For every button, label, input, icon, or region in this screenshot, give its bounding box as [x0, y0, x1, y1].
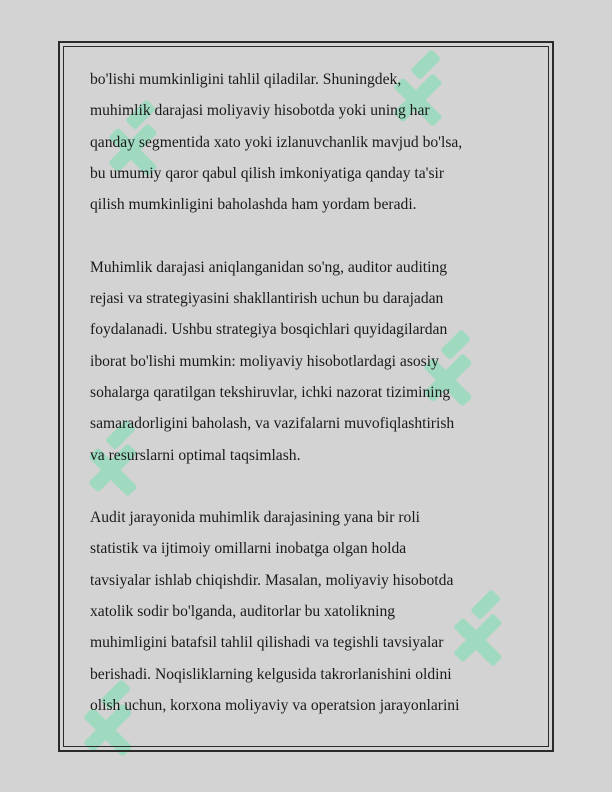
text-line: bo'lishi mumkinligini tahlil qiladilar. Shuningdek,	[90, 71, 402, 88]
text-line: foydalanadi. Ushbu strategiya bosqichlari quyidagilardan	[90, 321, 448, 339]
text-line: iborat bo'lishi mumkin: moliyaviy hisobotlardagi asosiy	[90, 352, 439, 370]
text-line: qilish mumkinligini baholashda ham yordam beradi.	[90, 196, 417, 214]
paragraph-2	[90, 252, 530, 471]
text-line: xatolik sodir bo'lganda, auditorlar bu xatolikning	[90, 603, 396, 621]
text-line: va resurslarni optimal taqsimlash.	[90, 446, 301, 464]
text-line: muhimligini batafsil tahlil qilishadi va tegishli tavsiyalar	[90, 634, 444, 652]
text-line: Audit jarayonida muhimlik darajasining yana bir roli	[90, 509, 420, 527]
paragraph-3	[90, 502, 530, 721]
document-body	[90, 64, 530, 753]
text-line: samaradorligini baholash, va vazifalarni muvofiqlashtirish	[90, 415, 455, 433]
text-line: bu umumiy qaror qabul qilish imkoniyatiga qanday ta'sir	[90, 164, 445, 182]
text-line: olish uchun, korxona moliyaviy va operatsion jarayonlarini	[90, 696, 460, 714]
text-line: muhimlik darajasi moliyaviy hisobotda yoki uning har	[90, 102, 430, 120]
text-line: rejasi va strategiyasini shakllantirish uchun bu darajadan	[90, 290, 444, 308]
text-line: tavsiyalar ishlab chiqishdir. Masalan, moliyaviy hisobotda	[90, 571, 454, 589]
text-line: sohalarga qaratilgan tekshiruvlar, ichki nazorat tizimining	[90, 383, 451, 401]
text-line: qanday segmentida xato yoki izlanuvchanlik mavjud bo'lsa,	[90, 133, 463, 151]
text-line: berishadi. Noqisliklarning kelgusida takrorlanishini oldini	[90, 665, 452, 683]
text-line: statistik va ijtimoiy omillarni inobatga olgan holda	[90, 540, 407, 558]
paragraph-1	[90, 64, 530, 220]
text-line: Muhimlik darajasi aniqlanganidan so'ng, auditor auditing	[90, 258, 448, 276]
